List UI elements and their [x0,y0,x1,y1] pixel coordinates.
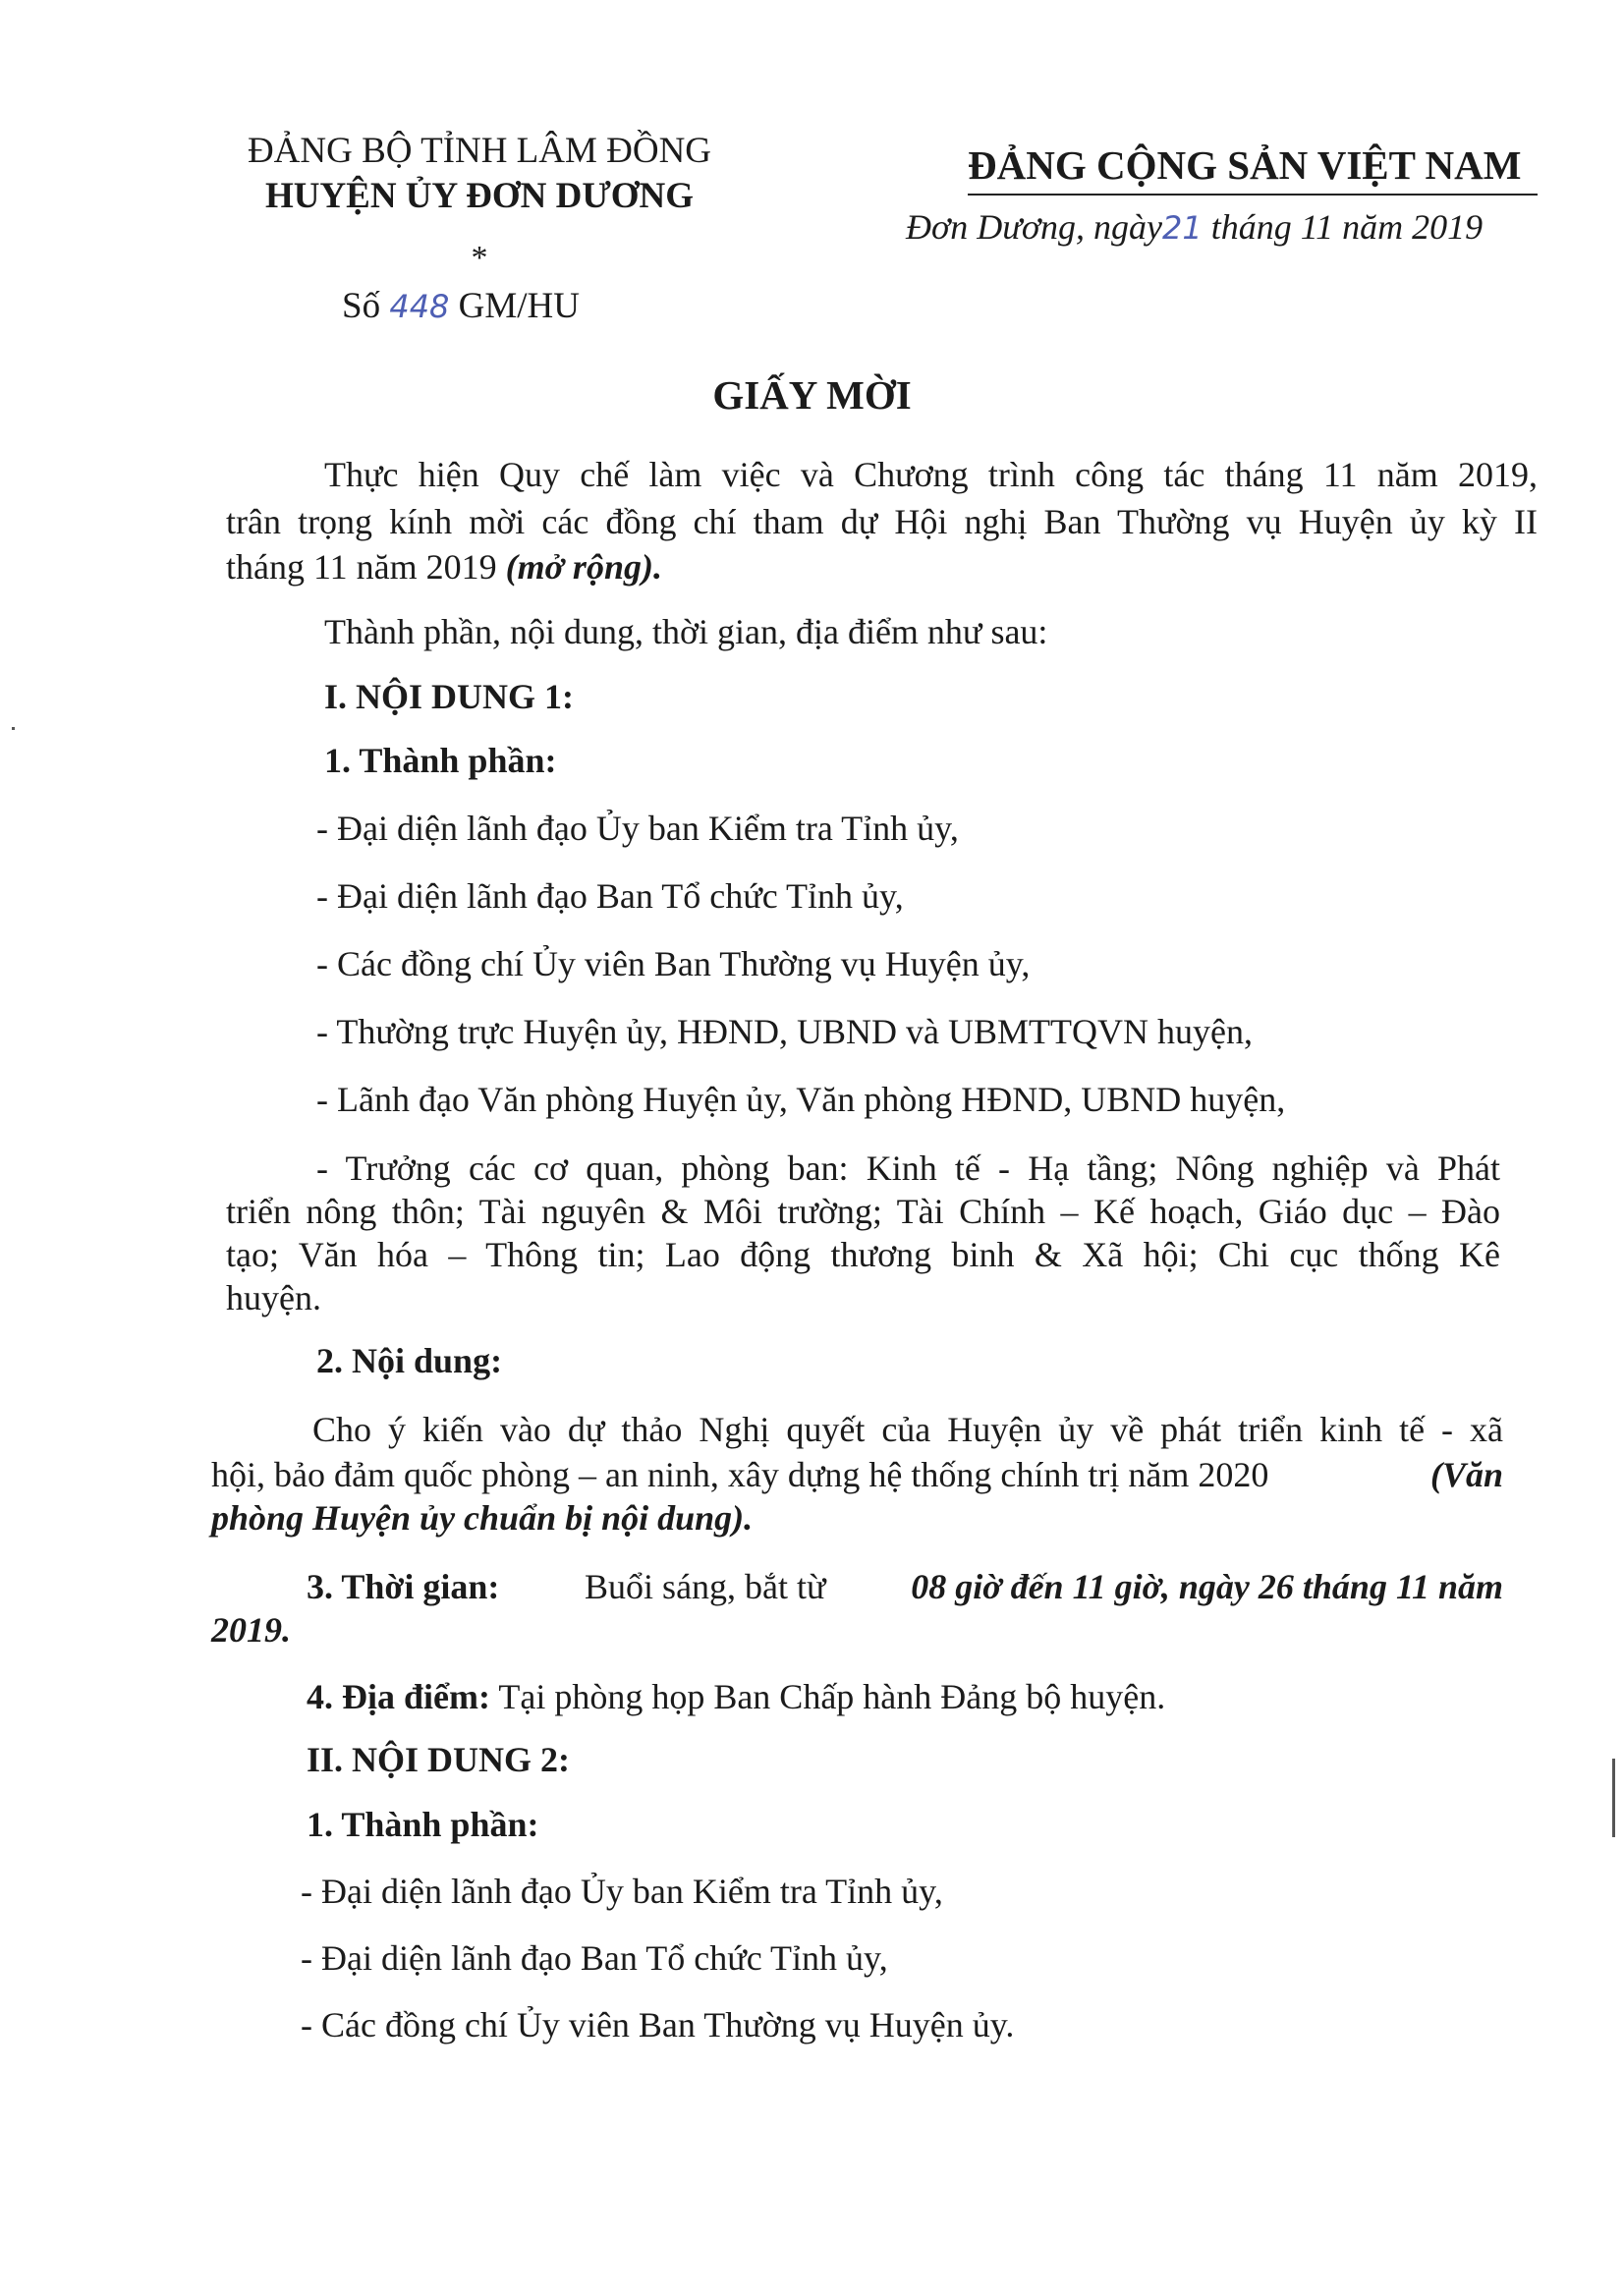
s1-content-line-2-emphasis: (Văn [1429,1455,1503,1494]
s1-participant-5: - Lãnh đạo Văn phòng Huyện ủy, Văn phòng HĐND, UBND huyện, [316,1080,1286,1119]
s2-participant-1: - Đại diện lãnh đạo Ủy ban Kiểm tra Tỉnh ủy, [301,1872,943,1911]
s1-place-label: 4. Địa điểm: [307,1677,490,1716]
intro-summary: Thành phần, nội dung, thời gian, địa điểm như sau: [324,612,1048,651]
org-line-2: HUYỆN ỦY ĐƠN DƯƠNG [264,176,695,216]
section-1-participants-heading: 1. Thành phần: [324,741,557,780]
document-title: GIẤY MỜI [712,372,912,418]
intro-line-3 [226,548,662,586]
date-suffix: tháng 11 năm 2019 [1210,207,1484,247]
nation-underline [968,194,1538,196]
scan-dust-mark [12,727,15,730]
s1-agencies-line-3: tạo; Văn hóa – Thông tin; Lao động thương binh & Xã hội; Chi cục thống Kê [226,1235,1500,1274]
scan-edge-mark [1612,1759,1615,1837]
section-2-heading: II. NỘI DUNG 2: [307,1740,571,1779]
s1-content-heading: 2. Nội dung: [316,1341,503,1380]
section-2-participants-heading: 1. Thành phần: [307,1805,539,1844]
s1-time-emphasis-cont: 2019. [211,1610,291,1650]
star-mark: * [471,240,488,276]
s1-place-line [307,1678,1165,1715]
section-1-heading: I. NỘI DUNG 1: [324,677,575,716]
s1-agencies-line-4: huyện. [226,1278,321,1317]
s1-time-text: Buổi sáng, bắt từ [585,1567,826,1606]
place-date [906,206,1483,248]
nation-heading: ĐẢNG CỘNG SẢN VIỆT NAM [968,142,1522,188]
s1-time-label: 3. Thời gian: [307,1567,500,1606]
s1-agencies-line-1: - Trưởng các cơ quan, phòng ban: Kinh tế - Hạ tầng; Nông nghiệp và Phát [316,1148,1500,1188]
org-line-1: ĐẢNG BỘ TỈNH LÂM ĐỒNG [247,131,712,171]
s2-participant-2: - Đại diện lãnh đạo Ban Tổ chức Tỉnh ủy, [301,1938,888,1978]
s1-content-line-2 [211,1456,1503,1493]
s1-content-line-3: phòng Huyện ủy chuẩn bị nội dung). [211,1498,754,1538]
s1-participant-1: - Đại diện lãnh đạo Ủy ban Kiểm tra Tỉnh ủy, [316,809,959,848]
s1-time-line [307,1568,1503,1605]
s1-place-text: Tại phòng họp Ban Chấp hành Đảng bộ huyện. [498,1677,1166,1716]
document-number-suffix: GM/HU [458,286,580,326]
s2-participant-3: - Các đồng chí Ủy viên Ban Thường vụ Huyện ủy. [301,2005,1015,2044]
document-number-prefix: Số [342,286,381,326]
intro-line-3-text: tháng 11 năm 2019 [226,547,497,587]
s1-content-line-1: Cho ý kiến vào dự thảo Nghị quyết của Huyện ủy về phát triển kinh tế - xã [312,1410,1503,1449]
intro-line-2: trân trọng kính mời các đồng chí tham dự Hội nghị Ban Thường vụ Huyện ủy kỳ II [226,502,1538,541]
s1-participant-4: - Thường trực Huyện ủy, HĐND, UBND và UBMTTQVN huyện, [316,1012,1253,1051]
document-number-value: 448 [389,288,450,325]
intro-emphasis: (mở rộng). [505,547,662,587]
s1-agencies-line-2: triển nông thôn; Tài nguyên & Môi trường; Tài Chính – Kế hoạch, Giáo dục – Đào [226,1192,1500,1231]
s1-time-emphasis: 08 giờ đến 11 giờ, ngày 26 tháng 11 năm [911,1567,1503,1606]
date-day: 21 [1162,209,1203,247]
document-number [342,285,580,327]
date-prefix: Đơn Dương, ngày [906,207,1163,247]
s1-content-line-2-text: hội, bảo đảm quốc phòng – an ninh, xây dựng hệ thống chính trị năm 2020 [211,1455,1269,1494]
intro-line-1: Thực hiện Quy chế làm việc và Chương trình công tác tháng 11 năm 2019, [324,455,1538,494]
s1-participant-3: - Các đồng chí Ủy viên Ban Thường vụ Huyện ủy, [316,944,1031,983]
s1-participant-2: - Đại diện lãnh đạo Ban Tổ chức Tỉnh ủy, [316,876,904,916]
